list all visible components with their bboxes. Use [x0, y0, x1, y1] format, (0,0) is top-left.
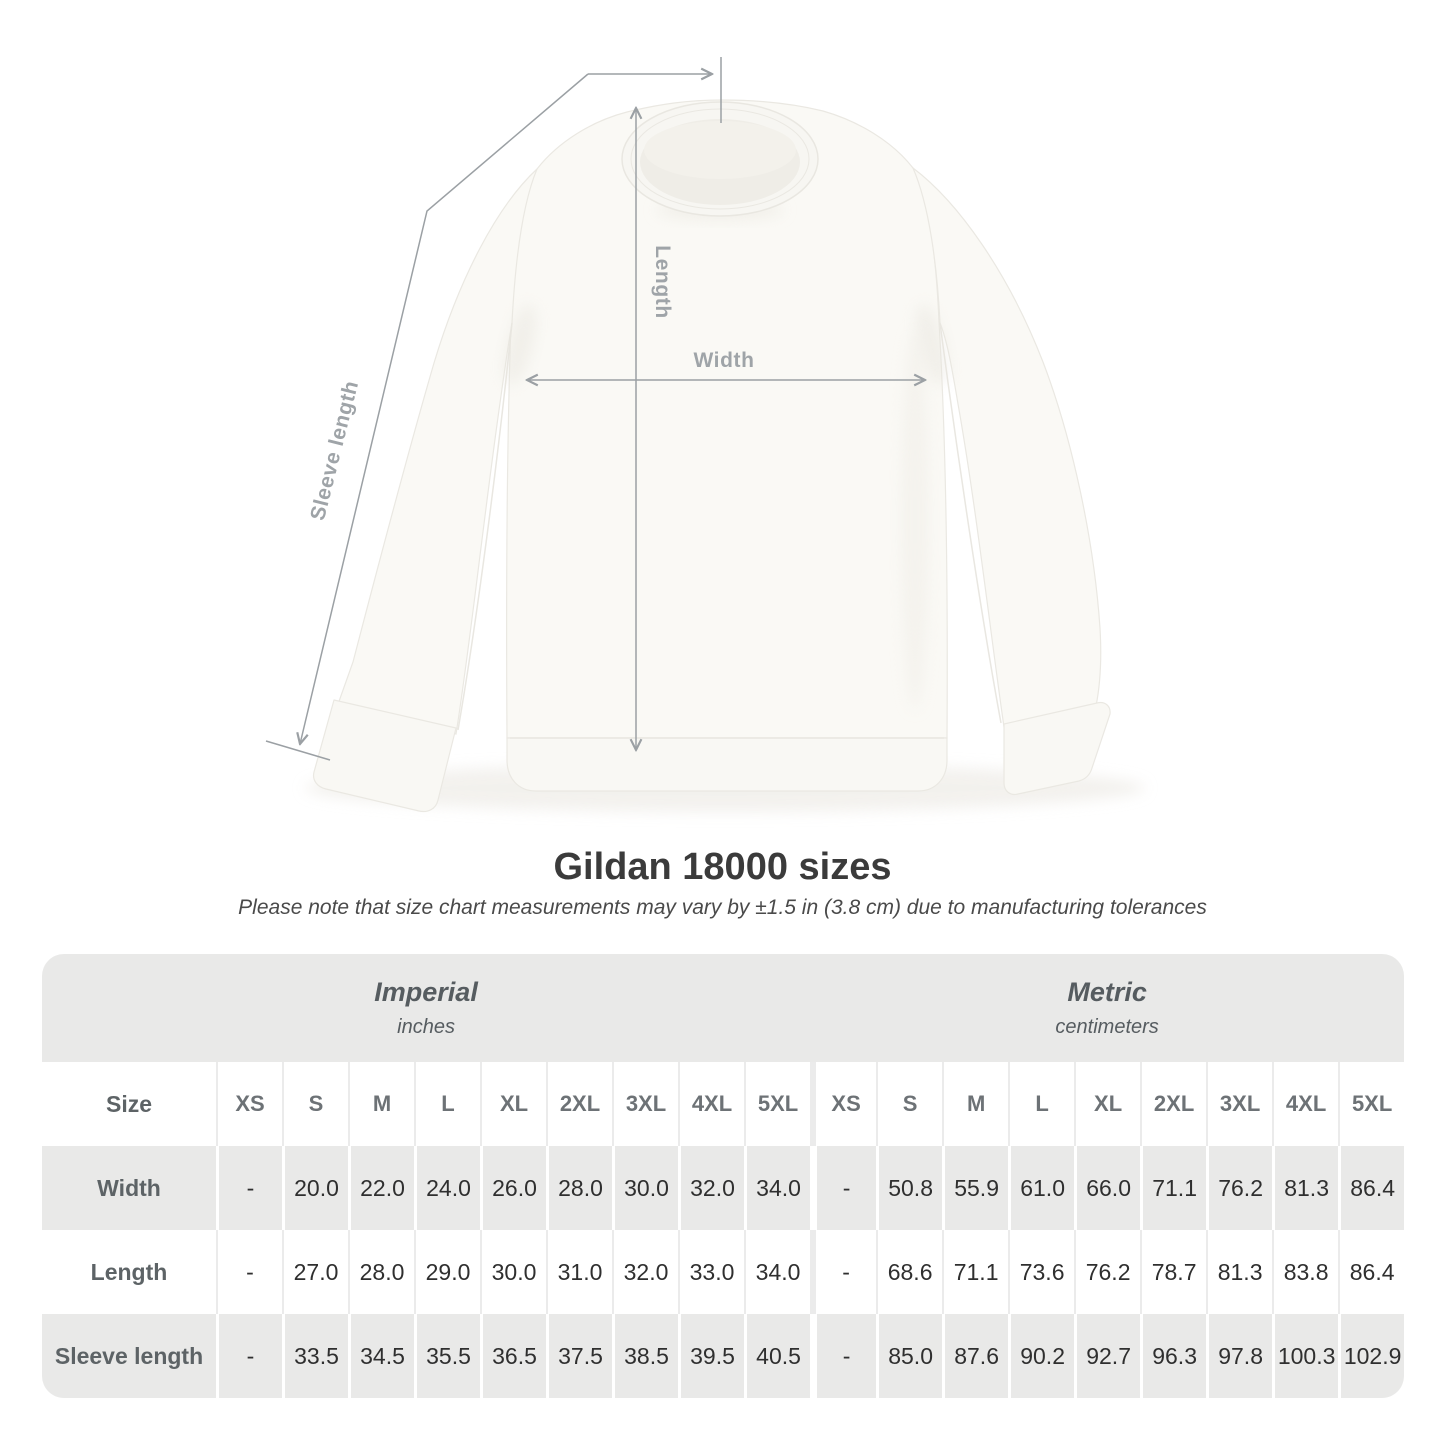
cell: 81.3	[1272, 1146, 1338, 1230]
cell: 28.0	[348, 1230, 414, 1314]
cell: 102.9	[1338, 1314, 1404, 1398]
size-header-imperial-l: L	[414, 1062, 480, 1146]
cell: 87.6	[942, 1314, 1008, 1398]
cell: 73.6	[1008, 1230, 1074, 1314]
cell: 96.3	[1140, 1314, 1206, 1398]
sleeve-length-label: Sleeve length	[306, 378, 364, 523]
cell: 55.9	[942, 1146, 1008, 1230]
size-header-row	[42, 1062, 1404, 1146]
cell: 27.0	[282, 1230, 348, 1314]
size-header-imperial-5xl: 5XL	[744, 1062, 810, 1146]
hem-band	[507, 738, 947, 791]
size-header-imperial-s: S	[282, 1062, 348, 1146]
cell: 76.2	[1206, 1146, 1272, 1230]
cell: 86.4	[1338, 1230, 1404, 1314]
cell: 34.0	[744, 1230, 810, 1314]
cell: 68.6	[876, 1230, 942, 1314]
metric-label: Metric	[1067, 976, 1147, 1007]
cell: -	[216, 1230, 282, 1314]
cell: 50.8	[876, 1146, 942, 1230]
cell: 28.0	[546, 1146, 612, 1230]
metric-unit: centimeters	[1055, 1016, 1159, 1039]
cell: -	[810, 1146, 876, 1230]
width-label: Width	[693, 349, 755, 372]
row-label-width: Width	[42, 1146, 216, 1230]
size-header-metric-4xl: 4XL	[1272, 1062, 1338, 1146]
cell: 36.5	[480, 1314, 546, 1398]
cell: -	[810, 1314, 876, 1398]
cell: 33.5	[282, 1314, 348, 1398]
cell: 34.5	[348, 1314, 414, 1398]
cell: 71.1	[1140, 1146, 1206, 1230]
cell: 26.0	[480, 1146, 546, 1230]
group-header-imperial	[42, 954, 810, 1062]
size-header-metric-xl: XL	[1074, 1062, 1140, 1146]
cell: 83.8	[1272, 1230, 1338, 1314]
size-header-metric-xs: XS	[810, 1062, 876, 1146]
cell: 37.5	[546, 1314, 612, 1398]
cell: 32.0	[678, 1146, 744, 1230]
cell: 76.2	[1074, 1230, 1140, 1314]
cell: -	[810, 1230, 876, 1314]
cell: 85.0	[876, 1314, 942, 1398]
left-sleeve	[314, 169, 537, 812]
size-header-metric-2xl: 2XL	[1140, 1062, 1206, 1146]
cell: 32.0	[612, 1230, 678, 1314]
cell: 35.5	[414, 1314, 480, 1398]
cell: -	[216, 1314, 282, 1398]
imperial-label: Imperial	[374, 976, 478, 1007]
size-header-imperial-xl: XL	[480, 1062, 546, 1146]
cell: 90.2	[1008, 1314, 1074, 1398]
cell: 34.0	[744, 1146, 810, 1230]
cell: -	[216, 1146, 282, 1230]
cell: 86.4	[1338, 1146, 1404, 1230]
cell: 22.0	[348, 1146, 414, 1230]
size-header-metric-s: S	[876, 1062, 942, 1146]
size-header-metric-l: L	[1008, 1062, 1074, 1146]
row-length	[42, 1230, 1404, 1314]
cell: 97.8	[1206, 1314, 1272, 1398]
cell: 30.0	[480, 1230, 546, 1314]
cell: 39.5	[678, 1314, 744, 1398]
cell: 92.7	[1074, 1314, 1140, 1398]
cell: 78.7	[1140, 1230, 1206, 1314]
size-header-imperial-m: M	[348, 1062, 414, 1146]
cell: 38.5	[612, 1314, 678, 1398]
cell: 30.0	[612, 1146, 678, 1230]
row-width	[42, 1146, 1404, 1230]
cell: 24.0	[414, 1146, 480, 1230]
size-header-imperial-xs: XS	[216, 1062, 282, 1146]
cell: 29.0	[414, 1230, 480, 1314]
cell: 100.3	[1272, 1314, 1338, 1398]
imperial-unit: inches	[397, 1016, 455, 1039]
size-column-header: Size	[42, 1062, 216, 1146]
cell: 20.0	[282, 1146, 348, 1230]
size-header-imperial-4xl: 4XL	[678, 1062, 744, 1146]
length-label: Length	[651, 245, 674, 319]
unit-group-header-row	[42, 954, 1404, 1062]
collar	[622, 102, 818, 216]
row-sleeve-length	[42, 1314, 1404, 1398]
cell: 81.3	[1206, 1230, 1272, 1314]
cell: 71.1	[942, 1230, 1008, 1314]
size-header-imperial-3xl: 3XL	[612, 1062, 678, 1146]
cell: 40.5	[744, 1314, 810, 1398]
row-label-length: Length	[42, 1230, 216, 1314]
size-table	[42, 954, 1404, 1398]
cell: 33.0	[678, 1230, 744, 1314]
cell: 31.0	[546, 1230, 612, 1314]
cell: 61.0	[1008, 1146, 1074, 1230]
size-note: Please note that size chart measurements may vary by ±1.5 in (3.8 cm) due to manufacturing tolerances	[238, 896, 1207, 919]
group-header-metric	[810, 954, 1404, 1062]
size-header-metric-5xl: 5XL	[1338, 1062, 1404, 1146]
page-title: Gildan 18000 sizes	[553, 846, 892, 888]
cell: 66.0	[1074, 1146, 1140, 1230]
size-header-imperial-2xl: 2XL	[546, 1062, 612, 1146]
size-header-metric-3xl: 3XL	[1206, 1062, 1272, 1146]
row-label-sleeve-length: Sleeve length	[42, 1314, 216, 1398]
size-header-metric-m: M	[942, 1062, 1008, 1146]
